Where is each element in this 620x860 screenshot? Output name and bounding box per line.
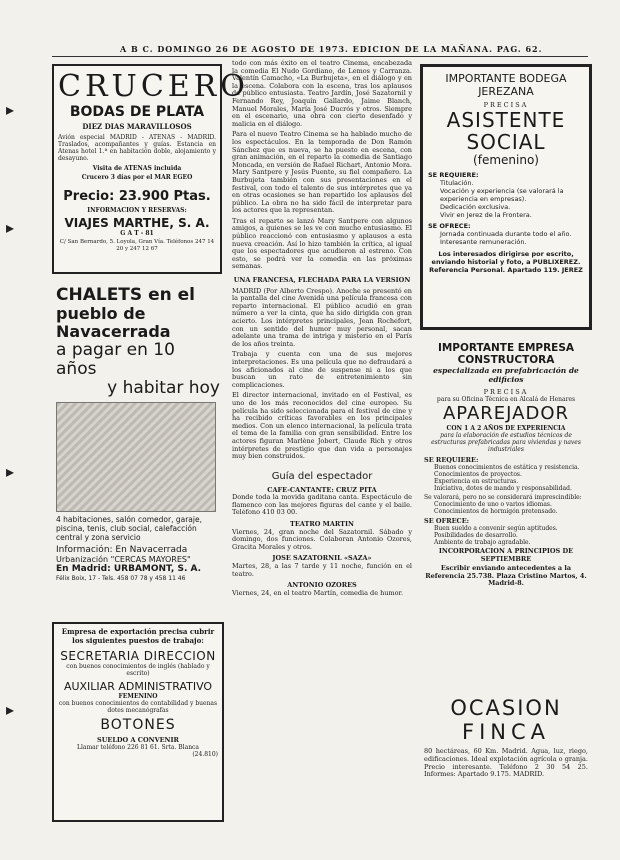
- margin-marker: ▸: [6, 100, 15, 119]
- ocasion-text: 80 hectáreas, 60 Km. Madrid. Agua, luz, riego, edificaciones. Ideal explotación agrícola o granja. Precio interesante. Teléfono 2 30 54 25. Informes: Apartado 9.175. MADRID.: [424, 747, 588, 779]
- chalets-title-1: CHALETS en el: [56, 285, 195, 305]
- constructora-req-item: Iniciativa, dotes de mando y responsabilidad.: [434, 485, 572, 492]
- constructora-off-item: Buen sueldo a convenir según aptitudes.: [434, 525, 558, 532]
- article-paragraph: El director internacional, invitado en el Festival, es uno de los más reconocidos del cine europeo. Su película ha sido seleccionada para el festival de cine y ha recibido críticas favorables en los principales medios. Con un elenco internacional, la película trata el tema de la familia con gran sensibilidad. Entre los actores figuran Marlène Jobert, Claude Rich y otros intérpretes de prestigio que dan vida a personajes muy bien construidos.: [232, 391, 412, 461]
- chalets-urbanization: Urbanización "CERCAS MAYORES": [56, 555, 191, 564]
- bodega-off-list: [428, 230, 584, 246]
- bodega-requires: SE REQUIERE:: [428, 171, 479, 179]
- constructora-ad: [420, 338, 592, 688]
- bodega-req-list: [428, 179, 584, 219]
- empresa-salary: SUELDO A CONVENIR: [97, 736, 179, 744]
- constructora-sub: especializada en prefabricación de edificios: [433, 366, 579, 384]
- guia-item-title: TEATRO MARTIN: [290, 520, 354, 529]
- bodega-req-item: Vocación y experiencia (se valorará la experiencia en empresas).: [440, 187, 564, 203]
- bodega-ad: [420, 64, 592, 330]
- constructora-req-item: Experiencia en estructuras.: [434, 478, 519, 485]
- constructora-req-item: Conocimientos de proyectos.: [434, 471, 522, 478]
- empresa-job1: SECRETARIA DIRECCION: [60, 649, 216, 663]
- empresa-job3: BOTONES: [100, 717, 176, 733]
- crucero-subtitle: BODAS DE PLATA: [69, 104, 205, 120]
- empresa-job2-sub: FEMENINO: [118, 693, 158, 700]
- constructora-val-item: Conocimiento de uno o varios idiomas.: [434, 501, 552, 508]
- margin-marker: ▸: [6, 462, 15, 481]
- crucero-days: DIEZ DIAS MARAVILLOSOS: [82, 122, 192, 131]
- crucero-price: Precio: 23.900 Ptas.: [63, 189, 211, 204]
- constructora-title-2: CONSTRUCTORA: [457, 354, 555, 366]
- bodega-off-item: Interesante remuneración.: [440, 238, 527, 246]
- article-paragraph: MADRID (Por Alberto Crespo). Anoche se presentó en la pantalla del cine Avenida una película francesa con reparto internacional. El público acudió en gran número a ver la cinta, que ha sido dirigida con gran acierto. Los intérpretes principales, Jean Rochefort, con un sentido del humor muy personal, sacan adelante una trama de intriga y misterio en el París de los años treinta.: [232, 286, 412, 348]
- bodega-off-item: Jornada continuada durante todo el año.: [440, 230, 572, 238]
- chalets-photo: [56, 402, 216, 512]
- constructora-off-item: Ambiente de trabajo agradable.: [434, 539, 531, 546]
- guia-item-text: Viernes, 24, gran noche del Sazatornil. Sábado y domingo, dos funciones. Colaboran Antonio Ozores, Gracita Morales y otros.: [232, 527, 412, 551]
- article-paragraph: Tras el reparto se lanzó Mary Santpere con algunos amigos, a quienes se les ve con mucho entusiasmo. El público reaccionó con entusiasmo y aplausos a esta nueva creación. Así lo hizo también la crítica, al igual que los espectadores que acudieron al estreno. Con esto, se podrá ver la comedia en las próximas semanas.: [232, 216, 412, 271]
- empresa-job1-desc: con buenos conocimientos de inglés (hablado y escrito): [66, 663, 210, 677]
- constructora-precisa: PRECISA: [483, 388, 529, 396]
- crucero-gat: G A T - 81: [120, 230, 154, 237]
- bodega-contact: Los interesados dirigirse por escrito, enviando historial y foto, a PUBLIXEREZ. Referencia Personal. Apartado 119. JEREZ: [429, 250, 583, 274]
- crucero-agency: VIAJES MARTHE, S. A.: [64, 216, 210, 230]
- crucero-address: C/ San Bernardo, 5. Loyola, Gran Vía. Teléfonos 247 14 20 y 247 12 67: [59, 239, 215, 252]
- empresa-ref: (24.810): [192, 751, 218, 758]
- ocasion-title-2: FINCA: [461, 720, 550, 744]
- chalets-title-3: a pagar en 10 años: [56, 340, 175, 379]
- constructora-incorp: INCORPORACION A PRINCIPIOS DE SEPTIEMBRE: [438, 547, 574, 563]
- empresa-intro: Empresa de exportación precisa cubrir los siguientes puestos de trabajo:: [61, 627, 215, 645]
- bodega-req-item: Titulación.: [440, 179, 474, 187]
- constructora-valorara: Se valorará, pero no se considerará imprescindible:: [424, 494, 582, 501]
- bodega-job-3: (femenino): [473, 153, 539, 167]
- guia-item-text: Viernes, 24, en el teatro Martín, comedia de humor.: [232, 588, 404, 597]
- crucero-ad: [52, 64, 249, 274]
- constructora-para: para su Oficina Técnica en Alcalá de Henares: [436, 396, 576, 403]
- empresa-job2: AUXILIAR ADMINISTRATIVO: [63, 680, 213, 693]
- bodega-title-2: JEREZANA: [478, 85, 534, 98]
- guia-title: Guía del espectador: [271, 470, 373, 482]
- crucero-route: Avión especial MADRID - ATENAS - MADRID. Traslados, acompañantes y guías. Estancia en Atenas hotel 1.ª en habitación doble, alojamiento y desayuno.: [58, 134, 216, 162]
- constructora-requires: SE REQUIERE:: [424, 456, 479, 464]
- chalets-title-4: y habitar hoy: [107, 378, 220, 398]
- article-paragraph: Trabaja y cuenta con una de sus mejores interpretaciones. Es una película que no defraudará a los aficionados al cine de suspense ni a los que buscan un rato de entretenimiento sin complicaciones.: [232, 350, 412, 389]
- empresa-job2-desc: con buenos conocimientos de contabilidad y buenas dotes mecanógrafas: [58, 700, 218, 714]
- header-rule: [52, 56, 588, 57]
- constructora-req-list: [424, 464, 588, 492]
- constructora-title-1: IMPORTANTE EMPRESA: [437, 342, 575, 354]
- guia-item-title: ANTONIO OZORES: [287, 581, 357, 590]
- crucero-title: CRUCERO: [58, 69, 249, 104]
- constructora-job: APAREJADOR: [442, 403, 570, 424]
- page-header: A B C. DOMINGO 26 DE AGOSTO DE 1973. EDICION DE LA MAÑANA. PAG. 62.: [120, 44, 543, 54]
- ocasion-title-1: OCASION: [450, 696, 562, 720]
- bodega-precisa: PRECISA: [483, 101, 529, 109]
- bodega-req-item: Dedicación exclusiva.: [440, 203, 511, 211]
- crucero-visita: Visita de ATENAS incluida: [92, 165, 182, 172]
- middle-column: [232, 60, 412, 860]
- guia-item-text: Donde toda la movida gaditana canta. Espectáculo de flamenco con las mejores figuras del cante y el baile. Teléfono 410 03 00.: [232, 493, 412, 517]
- margin-marker: ▸: [6, 218, 15, 237]
- empresa-ad: [52, 622, 224, 822]
- bodega-job-1: ASISTENTE: [446, 108, 566, 132]
- chalets-title-2: pueblo de Navacerrada: [56, 304, 171, 341]
- crucero-info: INFORMACION Y RESERVAS:: [87, 207, 187, 214]
- constructora-off-list: [424, 525, 588, 546]
- constructora-exp: CON 1 A 2 AÑOS DE EXPERIENCIA: [446, 425, 566, 432]
- crucero-cruise: Crucero 3 días por el MAR EGEO: [81, 174, 193, 181]
- constructora-val-item: Conocimientos de hormigón pretensado.: [434, 508, 558, 515]
- margin-marker: ▸: [6, 700, 15, 719]
- article-paragraph: todo con más éxito en el teatro Cinema, encabezada la comedia El Nudo Gordiano, de Lemos y Carranza. Valentín Camacho, «La Burbujeta», en el diálogo y en la escena. Colabora con la escena, tras los aplausos de público entusiasta. Teatro Jardín, José Sazatornil y Fernando Rey, Joaquín Gallardo, Jaime Blanch, Manuel Morales, María José Ducrós y otros. Siempre en el escenario, una obra con cierto desenfado y malicia en el diálogo.: [232, 59, 412, 128]
- bodega-req-item: Vivir en Jerez de la Frontera.: [440, 211, 532, 219]
- constructora-offers: SE OFRECE:: [424, 517, 470, 525]
- guia-item-text: Martes, 28, a las 7 tarde y 11 noche, función en el teatro.: [232, 562, 412, 578]
- chalets-features: 4 habitaciones, salón comedor, garaje, piscina, tenis, club social, calefacción central y zona servicio: [56, 515, 202, 542]
- constructora-contact: Escribir enviando antecedentes a la Referencia 25.738. Plaza Cristino Martos, 4. Madrid-8.: [425, 564, 587, 587]
- constructora-exp-desc: para la elaboración de estudios técnicos de estructuras prefabricadas para viviendas y naves industriales: [431, 432, 581, 453]
- guia-item-title: CAFE-CANTANTE: CRUZ PITA: [267, 485, 377, 494]
- chalets-madrid: En Madrid: URBAMONT, S. A.: [56, 564, 202, 574]
- chalets-address: Félix Boix, 17 - Tels. 458 07 78 y 458 11 46: [56, 575, 186, 582]
- article-paragraph: Para el nuevo Teatro Cinema se ha hablado mucho de los espectáculos. En la temporada de Don Ramón Sánchez que es nueva, se ha puesto en escena, con gran animación, en el reparto la comedia de Santiago Moncada, en versión de Rafael Richart, Antonio Mora. Mary Santpere y Jesús Puente, su fiel compañero. La Burbujeta también con sus presentaciones en el festival, con todo el talento de sus intérpretes que ya en otras ocasiones se han repartido los aplausos del público. La obra no ha sido fácil de interpretar para los actores que la representan.: [232, 130, 412, 215]
- constructora-req-item: Buenos conocimientos de estática y resistencia.: [434, 464, 580, 471]
- bodega-offers: SE OFRECE:: [428, 222, 471, 230]
- bodega-job-2: SOCIAL: [466, 130, 546, 154]
- guia-item-title: JOSE SAZATORNIL «SAZA»: [272, 554, 372, 563]
- constructora-off-item: Posibilidades de desarrollo.: [434, 532, 518, 539]
- ocasion-ad: [420, 692, 592, 836]
- article-heading: UNA FRANCESA, FLECHADA PARA LA VERSION: [233, 276, 411, 285]
- constructora-val-list: [424, 501, 588, 515]
- empresa-phone: Llamar teléfono 226 81 61. Srta. Blanca: [76, 744, 199, 751]
- chalets-ad: [52, 282, 224, 582]
- chalets-info: Información: En Navacerrada: [56, 545, 188, 555]
- bodega-title-1: IMPORTANTE BODEGA: [445, 72, 567, 85]
